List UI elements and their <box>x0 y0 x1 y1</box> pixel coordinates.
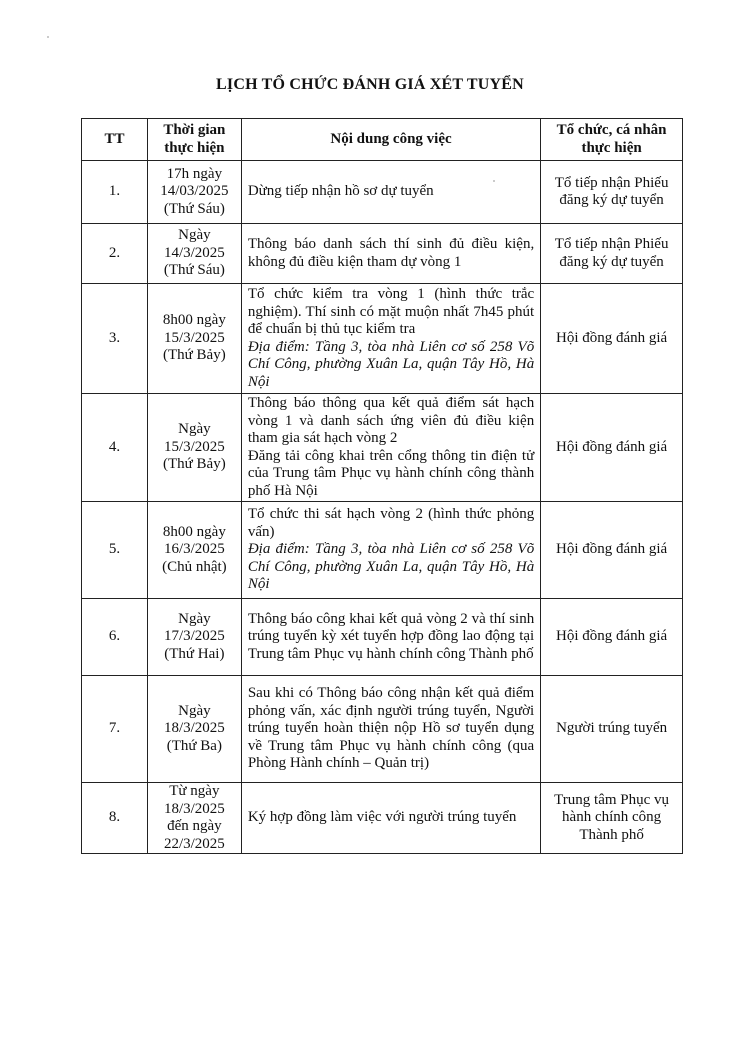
row-organizer <box>541 502 683 599</box>
row-organizer-line: Thành phố <box>579 826 644 843</box>
row-time-line: Ngày <box>178 421 211 438</box>
table-row <box>82 161 683 224</box>
header-org-line: Tổ chức, cá nhân <box>556 122 667 138</box>
row-content-location: Địa điểm: Tầng 3, tòa nhà Liên cơ số 258 Võ Chí Công, phường Xuân La, quận Tây Hồ, Hà Nội <box>247 541 535 593</box>
row-content <box>241 783 540 854</box>
row-time-line: Ngày <box>178 227 211 244</box>
table-row <box>82 783 683 854</box>
row-time <box>147 161 241 224</box>
row-organizer-line: Hội đồng đánh giá <box>555 438 668 455</box>
row-time <box>147 284 241 394</box>
row-organizer-line: Tổ tiếp nhận Phiếu <box>554 236 669 252</box>
row-content-location: Địa điểm: Tầng 3, tòa nhà Liên cơ số 258 Võ Chí Công, phường Xuân La, quận Tây Hồ, Hà Nội <box>247 338 535 390</box>
row-time-line: 15/3/2025 <box>163 329 225 346</box>
row-number: 2. <box>82 224 148 284</box>
row-organizer <box>541 161 683 224</box>
row-time <box>147 599 241 676</box>
row-time-line: 14/03/2025 <box>160 183 229 200</box>
row-time-line: 14/3/2025 <box>163 244 225 261</box>
row-content <box>241 224 540 284</box>
row-organizer <box>541 394 683 502</box>
row-content <box>241 676 540 783</box>
row-content-text: Thông báo danh sách thí sinh đủ điều kiện, không đủ điều kiện tham dự vòng 1 <box>247 236 535 270</box>
header-org-line: thực hiện <box>581 139 642 156</box>
table-row <box>82 502 683 599</box>
row-content-text: Sau khi có Thông báo công nhận kết quả điểm phỏng vấn, xác định người trúng tuyển, Người trúng tuyển hoàn thiện nộp Hồ sơ tuyển dụng về Trung tâm Phục vụ hành chính công (qua Phòng Hành chính – Quản trị) <box>247 685 535 772</box>
row-time-line: 17/3/2025 <box>163 628 225 645</box>
row-organizer <box>541 284 683 394</box>
page-title: LỊCH TỔ CHỨC ĐÁNH GIÁ XÉT TUYỂN <box>216 76 524 93</box>
row-organizer-line: Hội đồng đánh giá <box>555 628 668 645</box>
row-time <box>147 502 241 599</box>
row-time <box>147 783 241 854</box>
row-time-line: (Thứ Bảy) <box>163 456 226 473</box>
header-time-line: thực hiện <box>164 139 225 156</box>
row-number: 8. <box>82 783 148 854</box>
row-organizer <box>541 783 683 854</box>
row-organizer-line: Trung tâm Phục vụ <box>554 791 670 808</box>
row-time-line: 15/3/2025 <box>163 438 225 455</box>
row-time-line: (Thứ Hai) <box>164 645 225 662</box>
row-time-line: 17h ngày <box>166 165 223 182</box>
row-time-line: Ngày <box>178 702 211 719</box>
header-row <box>82 119 683 161</box>
row-time-line: 16/3/2025 <box>163 541 225 558</box>
schedule-table <box>81 118 683 854</box>
row-time-line: 18/3/2025 <box>163 800 225 817</box>
row-content <box>241 502 540 599</box>
table-row <box>82 394 683 502</box>
row-organizer-line: Người trúng tuyển <box>556 720 668 737</box>
table-row <box>82 224 683 284</box>
row-time-line: 22/3/2025 <box>163 835 225 852</box>
row-content-text: Tổ chức thi sát hạch vòng 2 (hình thức phỏng vấn) <box>247 506 535 540</box>
row-time-line: 18/3/2025 <box>163 720 225 737</box>
row-time-line: (Chủ nhật) <box>162 558 227 575</box>
row-content-text: Thông báo công khai kết quả vòng 2 và thí sinh trúng tuyển kỳ xét tuyển hợp đồng lao động tại Trung tâm Phục vụ hành chính công Thành phố <box>247 610 535 662</box>
row-time-line: (Thứ Sáu) <box>163 262 225 279</box>
row-content <box>241 394 540 502</box>
row-time <box>147 224 241 284</box>
row-content <box>241 599 540 676</box>
table-row <box>82 599 683 676</box>
row-organizer-line: hành chính công <box>562 809 662 826</box>
header-content: Nội dung công việc <box>241 119 540 161</box>
table-row <box>82 676 683 783</box>
row-time-line: (Thứ Sáu) <box>163 200 225 217</box>
row-number: 5. <box>82 502 148 599</box>
row-organizer-line: đăng ký dự tuyển <box>559 192 664 208</box>
scan-speck <box>47 36 49 38</box>
table-body <box>82 161 683 854</box>
row-number: 6. <box>82 599 148 676</box>
header-tt: TT <box>82 119 148 161</box>
row-number: 7. <box>82 676 148 783</box>
row-number: 4. <box>82 394 148 502</box>
row-time-line: đến ngày <box>167 818 222 834</box>
row-time-line: Từ ngày <box>169 783 220 799</box>
row-organizer-line: Hội đồng đánh giá <box>555 329 668 346</box>
row-organizer-line: đăng ký dự tuyển <box>559 253 664 270</box>
row-time <box>147 394 241 502</box>
row-organizer <box>541 676 683 783</box>
row-content-text: Đăng tải công khai trên cổng thông tin điện tử của Trung tâm Phục vụ hành chính công thành phố Hà Nội <box>247 447 535 499</box>
row-content-text: Tổ chức kiểm tra vòng 1 (hình thức trắc nghiệm). Thí sinh có mặt muộn nhất 7h45 phút để chuẩn bị thủ tục kiểm tra <box>247 286 535 337</box>
row-content <box>241 161 540 224</box>
row-organizer-line: Tổ tiếp nhận Phiếu <box>554 174 669 191</box>
row-time-line: 8h00 ngày <box>162 523 226 540</box>
row-organizer-line: Hội đồng đánh giá <box>555 541 668 558</box>
row-time-line: Ngày <box>178 610 211 627</box>
row-number: 1. <box>82 161 148 224</box>
header-time <box>147 119 241 161</box>
row-organizer <box>541 599 683 676</box>
header-org <box>541 119 683 161</box>
row-content-text: Dừng tiếp nhận hồ sơ dự tuyển <box>247 183 434 200</box>
table-row <box>82 284 683 394</box>
row-number: 3. <box>82 284 148 394</box>
row-time-line: (Thứ Bảy) <box>163 347 226 364</box>
row-time-line: 8h00 ngày <box>162 312 226 329</box>
row-content-text: Thông báo thông qua kết quả điểm sát hạch vòng 1 và danh sách ứng viên đủ điều kiện tham gia sát hạch vòng 2 <box>247 395 535 446</box>
row-content-text: Ký hợp đồng làm việc với người trúng tuyển <box>247 809 517 826</box>
row-content <box>241 284 540 394</box>
row-time <box>147 676 241 783</box>
row-time-line: (Thứ Ba) <box>166 737 222 754</box>
header-time-line: Thời gian <box>163 122 226 138</box>
row-organizer <box>541 224 683 284</box>
